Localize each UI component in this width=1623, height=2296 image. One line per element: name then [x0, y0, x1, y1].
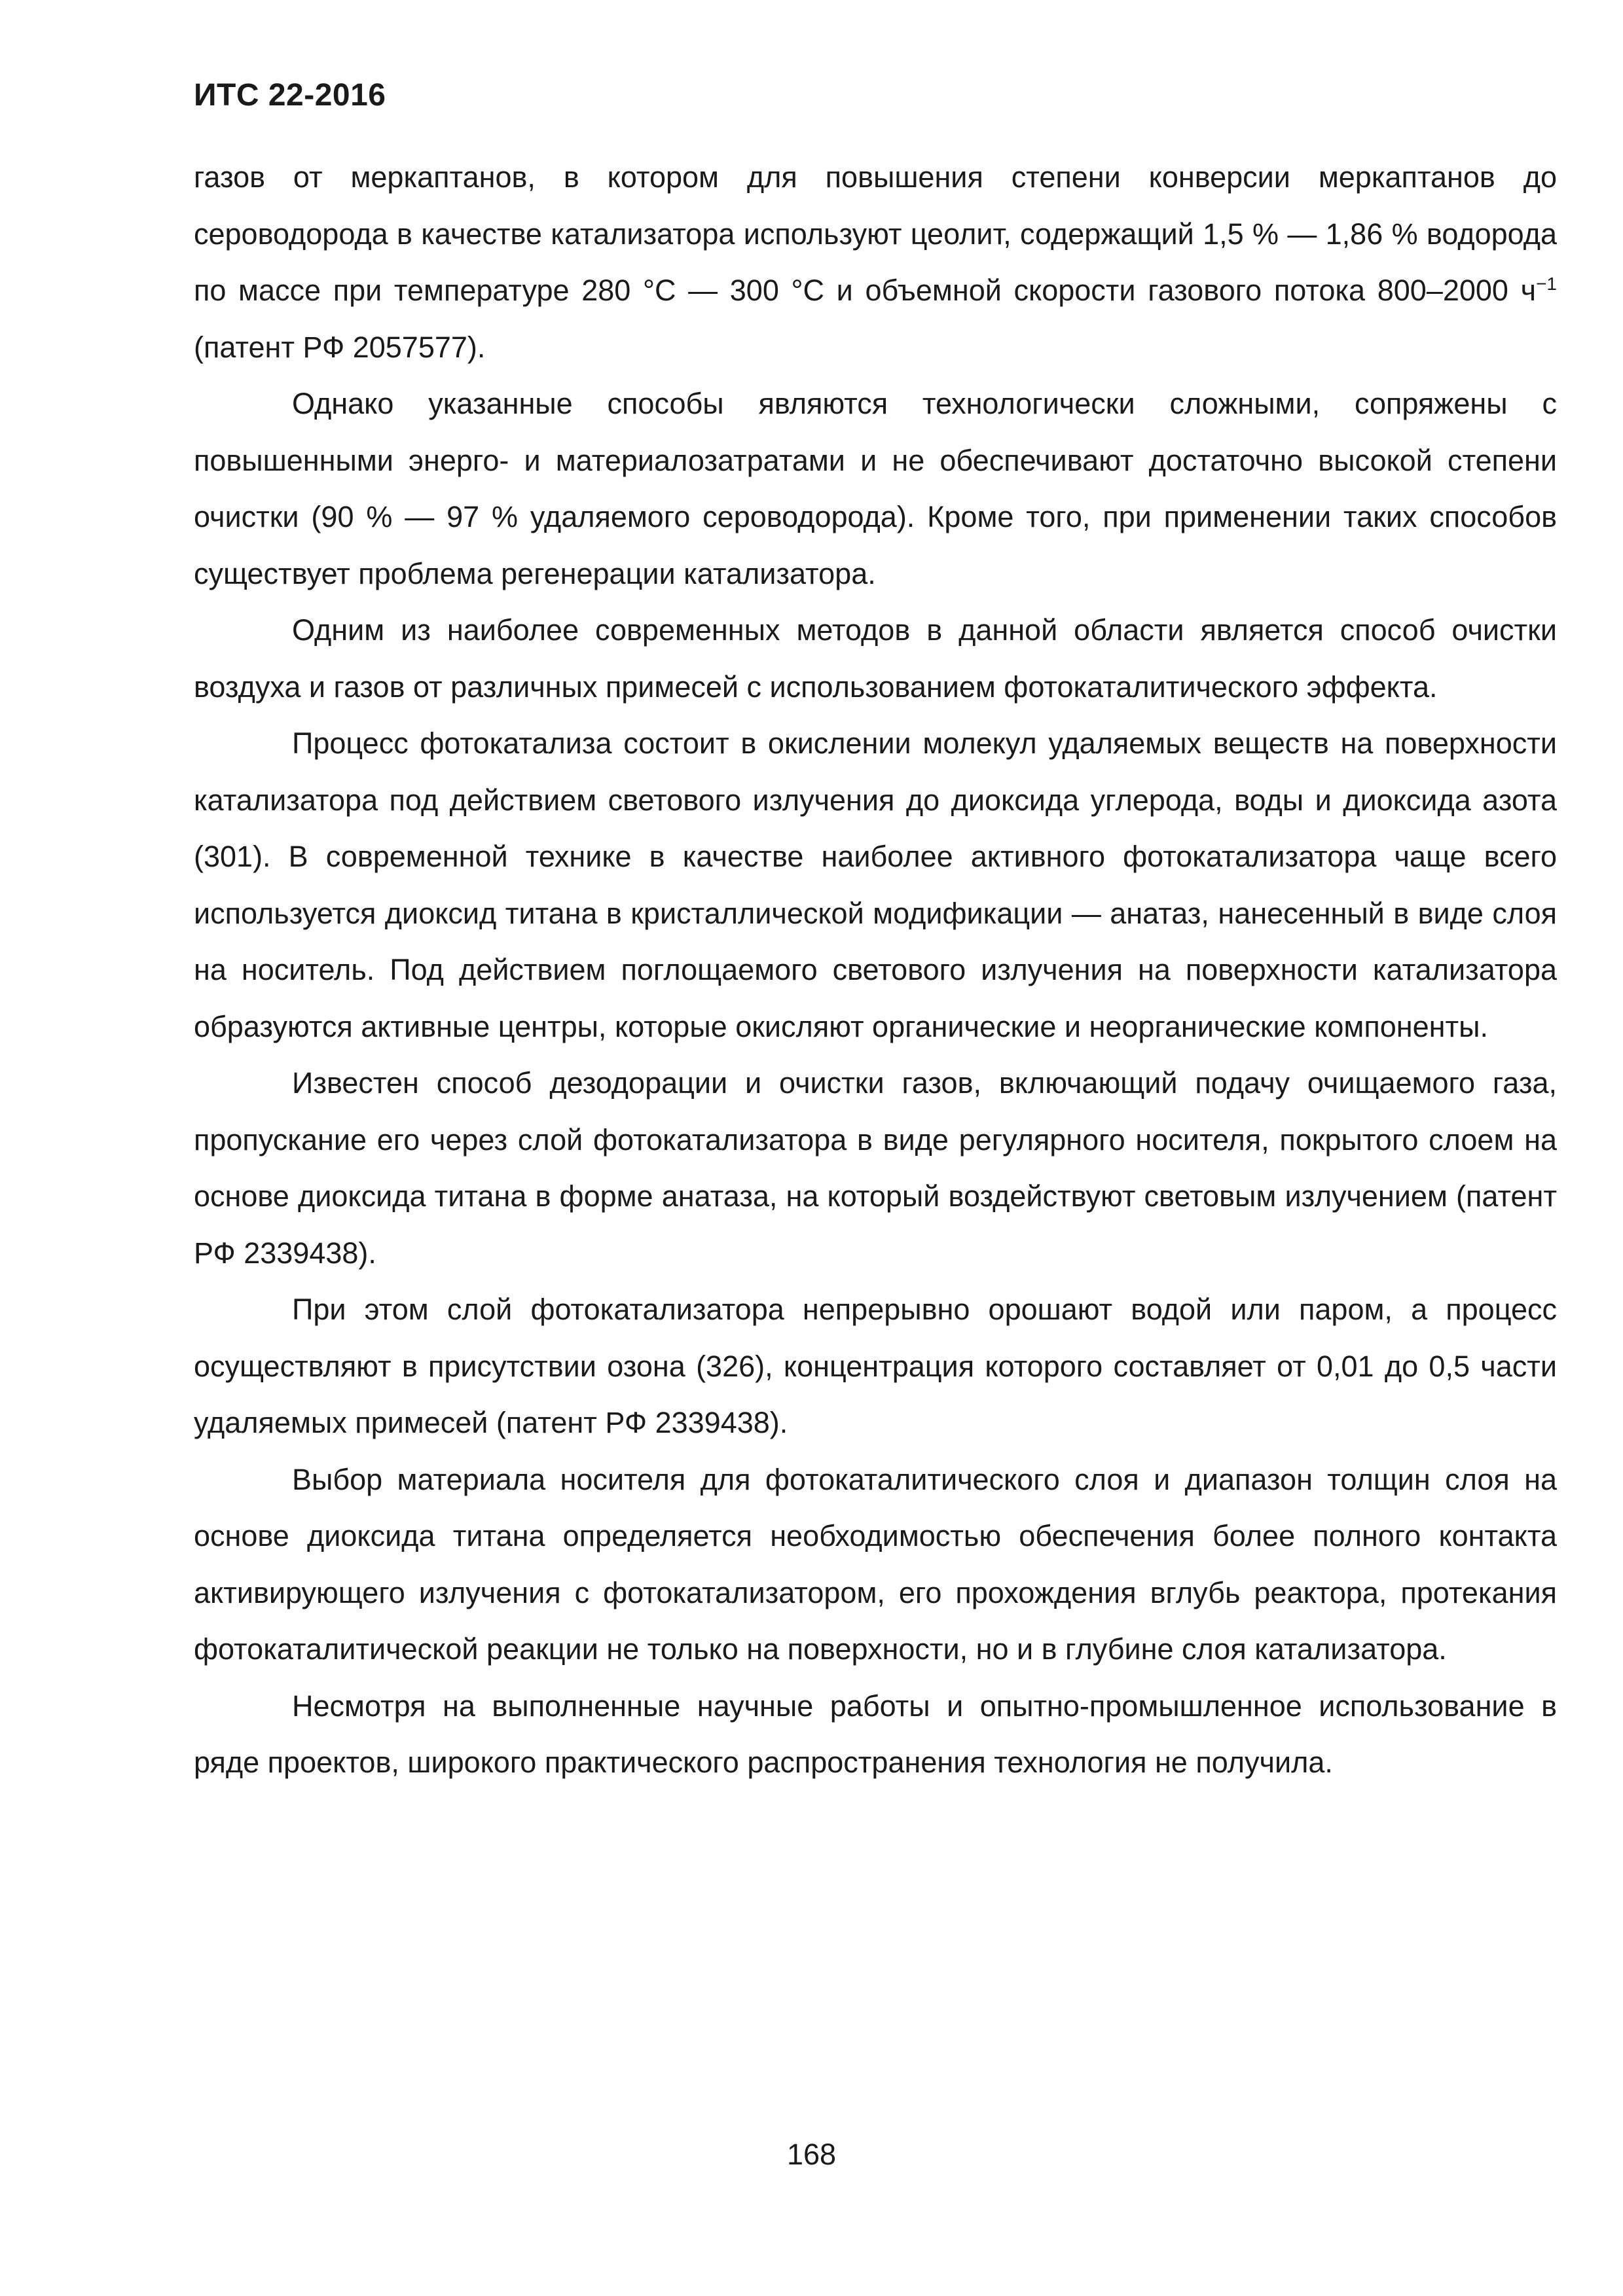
paragraph-1-text: газов от меркаптанов, в котором для повышения степени конверсии меркаптанов до сероводорода в качестве катализатора используют цеолит, содержащий 1,5 % — 1,86 % водорода по массе при температуре 280 °С — 300 °С и объемной скорости газового потока 800–2000 ч: [194, 160, 1557, 307]
paragraph-4: Процесс фотокатализа состоит в окислении молекул удаляемых веществ на поверхности катализатора под действием светового излучения до диоксида углерода, воды и диоксида азота (301). В современной технике в качестве наиболее активного фотокатализатора чаще всего используется диоксид титана в кристаллической модификации — анатаз, нанесенный в виде слоя на носитель. Под действием поглощаемого светового излучения на поверхности катализатора образуются активные центры, которые окисляют органические и неорганические компоненты.: [194, 726, 1557, 1043]
document-body: [194, 149, 1557, 1791]
paragraph-5: Известен способ дезодорации и очистки газов, включающий подачу очищаемого газа, пропускание его через слой фотокатализатора в виде регулярного носителя, покрытого слоем на основе диоксида титана в форме анатаза, на который воздействуют световым излучением (патент РФ 2339438).: [194, 1066, 1557, 1270]
superscript-exponent: −1: [1536, 274, 1557, 294]
paragraph-3: Одним из наиболее современных методов в данной области является способ очистки воздуха и газов от различных примесей с использованием фотокаталитического эффекта.: [194, 613, 1557, 704]
paragraph-7: Выбор материала носителя для фотокаталитического слоя и диапазон толщин слоя на основе диоксида титана определяется необходимостью обеспечения более полного контакта активирующего излучения с фотокатализатором, его прохождения вглубь реактора, протекания фотокаталитической реакции не только на поверхности, но и в глубине слоя катализатора.: [194, 1462, 1557, 1666]
paragraph-2: Однако указанные способы являются технологически сложными, сопряжены с повышенными энерго- и материалозатратами и не обеспечивают достаточно высокой степени очистки (90 % — 97 % удаляемого сероводорода). Кроме того, при применении таких способов существует проблема регенерации катализатора.: [194, 387, 1557, 590]
paragraph-1-tail: (патент РФ 2057577).: [194, 330, 486, 364]
paragraph-6: При этом слой фотокатализатора непрерывно орошают водой или паром, а процесс осуществляют в присутствии озона (326), концентрация которого составляет от 0,01 до 0,5 части удаляемых примесей (патент РФ 2339438).: [194, 1293, 1557, 1439]
paragraph-8: Несмотря на выполненные научные работы и опытно-промышленное использование в ряде проектов, широкого практического распространения технология не получила.: [194, 1689, 1557, 1779]
paragraph-1: [194, 149, 1557, 376]
page-number: 168: [786, 2138, 837, 2171]
document-code-header: ИТС 22-2016: [194, 78, 386, 113]
